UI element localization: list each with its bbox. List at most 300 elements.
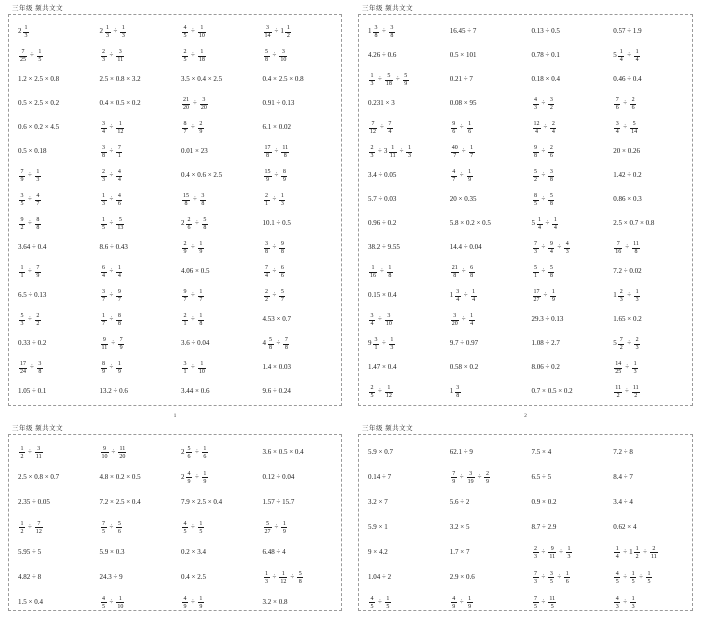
expression-text: 0.7 × 0.5 × 0.2 (531, 387, 573, 396)
fraction (369, 265, 377, 279)
operator: ÷ (109, 171, 114, 180)
denominator: 20 (183, 105, 189, 111)
numerator: 6 (280, 265, 284, 271)
problem-cell (526, 380, 608, 404)
expression-text: 9.7 ÷ 0.97 (449, 339, 479, 348)
problem-row (362, 380, 689, 404)
fraction (614, 546, 620, 560)
numerator: 5 (549, 193, 553, 199)
fraction (552, 217, 558, 231)
operator: ÷ (477, 472, 482, 481)
problem-row (362, 440, 689, 465)
fraction-term (547, 97, 555, 111)
denominator: 4 (117, 177, 121, 183)
problem-row (362, 212, 689, 236)
problem-cell (444, 308, 526, 332)
fraction-term (100, 521, 108, 535)
denominator: 16 (370, 273, 376, 279)
fraction-term (115, 145, 123, 159)
operator: ÷ (191, 51, 195, 60)
fraction (198, 361, 206, 375)
operator: ÷ (28, 315, 32, 324)
fraction-term (532, 193, 540, 207)
denominator: 3 (407, 153, 411, 159)
operator: ÷ (623, 123, 628, 132)
problem-cell (12, 515, 94, 540)
fraction (198, 313, 204, 327)
expression-text: 6.5 ÷ 0.13 (18, 291, 47, 300)
operator: ÷ (274, 147, 279, 156)
problem-cell (607, 515, 689, 540)
problem-row (362, 188, 689, 212)
operator: ÷ (109, 147, 114, 156)
operator: ÷ (378, 315, 382, 324)
denominator: 7 (183, 297, 187, 303)
denominator: 2 (635, 553, 639, 560)
numerator: 1 (38, 49, 42, 55)
expression-text: 2.5 × 0.8 × 3.2 (99, 75, 141, 84)
expression-text: 0.08 × 95 (449, 99, 477, 108)
operator: ÷ (399, 147, 404, 156)
fraction (19, 49, 27, 63)
numerator: 11 (549, 595, 556, 602)
fraction-term (386, 265, 394, 279)
operator: ÷ (109, 51, 114, 60)
problem-row (12, 540, 338, 565)
problem-cell (444, 465, 526, 490)
problem-cell (444, 440, 526, 465)
denominator: 11 (549, 553, 556, 560)
problem-cell (444, 44, 526, 68)
denominator: 5 (647, 578, 651, 585)
fraction-term (117, 337, 125, 351)
denominator: 7 (117, 297, 121, 303)
problem-cell (444, 236, 526, 260)
fraction-term (450, 471, 458, 485)
operator: ÷ (557, 243, 562, 252)
problem-cell (362, 44, 444, 68)
denominator: 10 (117, 603, 124, 610)
problem-rows-4 (362, 440, 689, 611)
denominator: 3 (370, 81, 374, 87)
fraction (116, 289, 122, 303)
fraction (101, 265, 107, 279)
numerator: 5 (203, 217, 207, 223)
page-header-1: 三年级 频共文文 (12, 5, 64, 12)
numerator: 3 (102, 289, 105, 295)
numerator: 2 (183, 313, 187, 319)
problem-row (12, 515, 338, 540)
problem-cell (175, 164, 257, 188)
fraction-term (181, 49, 189, 63)
denominator: 9 (199, 129, 203, 135)
denominator: 10 (280, 57, 287, 63)
fraction (264, 193, 270, 207)
expression-text: 3.6 ÷ 0.04 (181, 339, 210, 348)
fraction (198, 49, 206, 63)
fraction (632, 241, 640, 255)
problem-row (12, 380, 338, 404)
denominator: 5 (631, 578, 635, 585)
numerator: 5 (298, 570, 302, 577)
denominator: 3 (633, 369, 637, 375)
problem-cell (444, 212, 526, 236)
fraction-term (368, 385, 376, 399)
numerator: 7 (534, 241, 537, 247)
fraction-term (563, 241, 571, 255)
numerator: 3 (456, 289, 460, 295)
denominator: 3 (534, 249, 537, 255)
expression-text: 3.2 × 5 (449, 522, 470, 531)
denominator: 2 (20, 453, 24, 460)
fraction (550, 121, 556, 135)
problem-cell (94, 140, 176, 164)
numerator: 11 (282, 145, 289, 151)
problem-cell (362, 284, 444, 308)
problem-cell (526, 308, 608, 332)
problem-cell (12, 540, 94, 565)
problem-area-2 (358, 14, 693, 406)
problem-cell (362, 236, 444, 260)
operator: ÷ (272, 572, 277, 581)
fraction (264, 571, 270, 585)
fraction-term (100, 193, 108, 207)
fraction (455, 289, 461, 303)
denominator: 5 (386, 603, 390, 610)
expression-text: 20 × 0.26 (613, 147, 640, 156)
fraction-term (629, 121, 639, 135)
expression-text: 1.42 ÷ 0.2 (613, 171, 642, 180)
problem-row (362, 540, 689, 565)
denominator: 8 (456, 393, 460, 399)
numerator: 7 (36, 265, 40, 271)
operator: ÷ (109, 123, 114, 132)
fraction (186, 446, 192, 460)
problem-cell (94, 590, 176, 611)
problem-cell (257, 212, 339, 236)
numerator: 3 (265, 241, 268, 247)
fraction (369, 385, 375, 399)
fraction-term (466, 169, 474, 183)
problem-cell (607, 332, 689, 356)
fraction (614, 241, 622, 255)
fraction-term (547, 571, 555, 585)
numerator: 1 (118, 595, 122, 602)
expression-text: 0.21 ÷ 7 (449, 75, 473, 84)
numerator: 5 (265, 49, 268, 55)
numerator: 3 (281, 49, 285, 55)
problem-cell (175, 590, 257, 611)
fraction (389, 337, 395, 351)
denominator: 5 (102, 225, 105, 231)
fraction (182, 193, 190, 207)
operator: ÷ (543, 123, 548, 132)
denominator: 2 (20, 528, 24, 535)
fraction (285, 25, 291, 39)
fraction (533, 241, 539, 255)
operator: ÷ (113, 27, 118, 36)
problem-row (12, 308, 338, 332)
fraction-term (532, 571, 540, 585)
numerator: 1 (24, 25, 28, 31)
numerator: 15 (183, 193, 189, 199)
operator: ÷ (623, 572, 628, 581)
expression-text: 5.9 × 0.7 (368, 447, 393, 456)
whole-part: 5 (613, 51, 617, 60)
fraction-term (181, 97, 191, 111)
numerator: 1 (391, 145, 395, 151)
fraction (650, 546, 658, 560)
fraction (467, 121, 473, 135)
denominator: 11 (650, 553, 657, 560)
numerator: 2 (36, 313, 40, 319)
denominator: 9 (468, 177, 472, 183)
expression-text: 3.5 × 0.4 × 2.5 (181, 75, 223, 84)
fraction-term (483, 471, 491, 485)
fraction (186, 217, 192, 231)
denominator: 1 (534, 273, 537, 279)
problem-cell (94, 236, 176, 260)
fraction (614, 596, 620, 610)
numerator: 1 (390, 337, 394, 343)
operator: ÷ (461, 315, 466, 324)
fraction-term (613, 571, 621, 585)
denominator: 2 (265, 297, 268, 303)
problem-cell (526, 565, 608, 590)
operator: ÷ (378, 387, 382, 396)
denominator: 1 (117, 153, 121, 159)
problem-cell (12, 590, 94, 611)
fraction-term (384, 596, 392, 610)
expression-text: 2.9 × 0.6 (449, 572, 475, 581)
numerator: 8 (36, 217, 40, 223)
operator: ÷ (378, 597, 382, 606)
fraction-term (613, 289, 625, 303)
fraction (118, 337, 124, 351)
page-number-2: 2 (524, 413, 527, 419)
fraction-term (119, 25, 127, 39)
operator: ÷ (459, 171, 464, 180)
fraction (630, 596, 636, 610)
numerator: 5 (187, 445, 191, 452)
problem-cell (444, 188, 526, 212)
fraction (548, 169, 554, 183)
denominator: 4 (117, 273, 121, 279)
problem-cell (257, 260, 339, 284)
operator: ÷ (541, 195, 546, 204)
numerator: 2 (187, 217, 191, 223)
problem-cell (257, 540, 339, 565)
fraction (202, 446, 208, 460)
fraction-term (450, 145, 460, 159)
expression-text: 0.58 × 0.2 (449, 363, 479, 372)
denominator: 10 (385, 321, 392, 327)
denominator: 5 (199, 528, 203, 535)
operator: ÷ (378, 147, 382, 156)
problem-cell (607, 440, 689, 465)
numerator: 1 (631, 595, 635, 602)
denominator: 5 (183, 33, 187, 39)
problem-cell (94, 490, 176, 515)
denominator: 9 (282, 528, 286, 535)
problem-cell (175, 212, 257, 236)
denominator: 8 (199, 321, 203, 327)
expression-text: 9 × 4.2 (368, 547, 388, 556)
numerator: 3 (615, 121, 619, 127)
operator: ÷ (541, 99, 546, 108)
operator: ÷ (109, 597, 114, 606)
numerator: 3 (38, 361, 42, 367)
numerator: 9 (452, 121, 456, 127)
fraction-term (629, 571, 637, 585)
problem-cell (444, 260, 526, 284)
fraction (634, 289, 640, 303)
operator: ÷ (109, 522, 114, 531)
operator: ÷ (111, 339, 116, 348)
denominator: 12 (35, 528, 42, 535)
fraction (268, 337, 274, 351)
problem-cell (607, 284, 689, 308)
problem-cell (257, 490, 339, 515)
problem-row (362, 332, 689, 356)
fraction (614, 97, 620, 111)
fraction (116, 596, 124, 610)
fraction-term (197, 241, 205, 255)
problem-cell (362, 565, 444, 590)
numerator: 3 (370, 313, 374, 319)
problem-cell (362, 68, 444, 92)
fraction (630, 571, 636, 585)
numerator: 7 (452, 470, 456, 477)
operator: ÷ (274, 522, 279, 531)
numerator: 4 (534, 97, 537, 103)
denominator: 9 (485, 478, 489, 485)
problem-cell (257, 68, 339, 92)
numerator: 1 (567, 545, 571, 552)
operator: ÷ (623, 547, 628, 556)
operator: ÷ (272, 243, 277, 252)
denominator: 6 (187, 453, 191, 460)
problem-cell (94, 380, 176, 404)
fraction-term (629, 596, 637, 610)
fraction-term (18, 361, 28, 375)
denominator: 9 (551, 297, 555, 303)
numerator: 2 (199, 121, 203, 127)
denominator: 3 (20, 321, 24, 327)
fraction-term (532, 217, 544, 231)
problem-cell (607, 465, 689, 490)
fraction-term (100, 596, 108, 610)
fraction (279, 49, 287, 63)
operator: ÷ (541, 597, 546, 606)
fraction-term (296, 571, 304, 585)
denominator: 1 (183, 321, 187, 327)
fraction-term (201, 471, 209, 485)
operator: ÷ (28, 447, 32, 456)
numerator: 5 (387, 73, 391, 79)
denominator: 6 (452, 129, 456, 135)
problem-row (362, 465, 689, 490)
problem-cell (444, 92, 526, 116)
numerator: 4 (565, 241, 569, 247)
expression-text: 10.1 ÷ 0.5 (262, 219, 291, 228)
denominator: 14 (631, 129, 638, 135)
expression-text: 0.4 × 0.5 × 0.2 (99, 99, 141, 108)
fraction-term (263, 49, 271, 63)
numerator: 4 (117, 169, 121, 175)
fraction-term (613, 596, 621, 610)
fraction (101, 121, 107, 135)
fraction-term (263, 265, 271, 279)
expression-text: 24.3 ÷ 9 (99, 572, 123, 581)
fraction-term (613, 361, 623, 375)
denominator: 3 (565, 249, 569, 255)
fraction (182, 521, 188, 535)
worksheet-page-4 (350, 420, 701, 625)
fraction-term (115, 193, 123, 207)
operator: ÷ (191, 123, 195, 132)
fraction (550, 289, 556, 303)
denominator: 8 (374, 33, 378, 39)
numerator: 12 (533, 121, 540, 127)
numerator: 2 (370, 385, 374, 391)
problem-cell (175, 140, 257, 164)
problem-cell (607, 164, 689, 188)
fraction-term (470, 289, 478, 303)
numerator: 6 (470, 265, 474, 271)
problem-row (12, 356, 338, 380)
numerator: 1 (387, 385, 391, 391)
problem-row (362, 44, 689, 68)
expression-text: 1.2 × 2.5 × 0.8 (18, 75, 60, 84)
problem-cell (12, 356, 94, 380)
fraction-term (181, 446, 193, 460)
denominator: 8 (549, 201, 553, 207)
fraction (116, 49, 124, 63)
fraction (634, 546, 640, 560)
fraction-term (263, 241, 271, 255)
fraction-term (532, 289, 542, 303)
problem-cell (362, 332, 444, 356)
expression-text: 0.9 × 0.2 (531, 497, 557, 506)
problem-cell (12, 68, 94, 92)
numerator: 6 (102, 265, 105, 271)
numerator: 1 (199, 313, 203, 319)
problem-cell (362, 515, 444, 540)
operator: ÷ (274, 27, 279, 36)
operator: ÷ (382, 339, 386, 348)
denominator: 6 (631, 105, 635, 111)
denominator: 7 (102, 297, 105, 303)
operator: ÷ (109, 291, 114, 300)
expression-text: 0.13 ÷ 0.5 (531, 27, 560, 36)
fraction (548, 546, 556, 560)
numerator: 1 (635, 289, 639, 295)
fraction (279, 193, 285, 207)
fraction-term (181, 289, 189, 303)
fraction-term (547, 546, 557, 560)
numerator: 1 (407, 145, 411, 151)
expression-text: 0.5 × 101 (449, 51, 477, 60)
operator: ÷ (380, 123, 384, 132)
operator: ÷ (541, 171, 546, 180)
numerator: 7 (117, 145, 121, 151)
denominator: 3 (370, 153, 374, 159)
numerator: 1 (635, 545, 639, 552)
fraction (403, 73, 409, 87)
denominator: 7 (470, 153, 474, 159)
expression-text: 7.2 ÷ 0.02 (613, 267, 642, 276)
